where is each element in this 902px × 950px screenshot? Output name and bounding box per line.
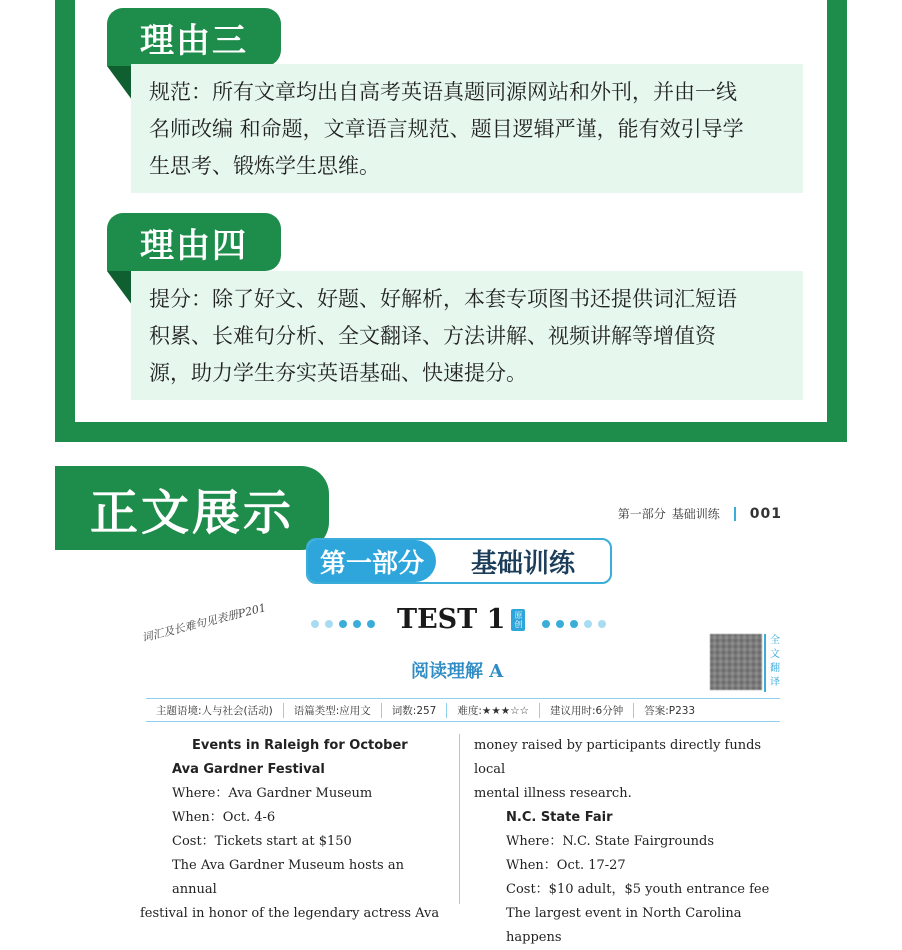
reason-three-tab: [107, 8, 281, 66]
header-divider: [734, 507, 736, 521]
reason-line: 积累、长难句分析、全文翻译、方法讲解、视频讲解等增值资: [149, 324, 716, 348]
event-where: Where：Ava Gardner Museum: [172, 786, 373, 801]
banner-right: 基础训练: [471, 548, 576, 579]
reason-three-box: [131, 64, 803, 193]
meta-row: [146, 698, 780, 722]
part-banner: [306, 538, 612, 584]
meta-answer: 答案:P233: [644, 704, 696, 717]
event-where: Where：N.C. State Fairgrounds: [506, 834, 715, 849]
event-cost: Cost：$10 adult，$5 youth entrance fee: [506, 882, 770, 897]
meta-difficulty: 难度:★★★☆☆: [447, 703, 540, 718]
reason-four-tab: [107, 213, 281, 271]
event-paragraph: The Ava Gardner Museum hosts an annual: [172, 858, 404, 897]
article-heading: Events in Raleigh for October: [192, 738, 408, 753]
test-title-text: TEST 1: [397, 604, 506, 635]
dots-right: [542, 620, 606, 628]
event-when: When：Oct. 17-27: [506, 858, 626, 873]
event-paragraph: The largest event in North Carolina happens: [506, 906, 742, 945]
reason-line: 提分：除了好文、好题、好解析，本套专项图书还提供词汇短语: [149, 287, 737, 311]
section-title: 正文展示: [55, 466, 329, 550]
article-right-column: [474, 734, 784, 950]
original-badge: 原创: [511, 609, 525, 631]
event-when: When：Oct. 4-6: [172, 810, 276, 825]
column-divider: [459, 734, 460, 904]
event-name: Ava Gardner Festival: [172, 762, 325, 777]
article-left-column: [140, 734, 446, 926]
header-part: 第一部分: [617, 507, 666, 521]
meta-time: 建议用时:6分钟: [540, 703, 634, 718]
handwritten-note: 词汇及长难句见表册P201: [140, 601, 268, 645]
event-paragraph: festival in honor of the legendary actress Ava: [140, 906, 440, 921]
reason-three-title: 理由三: [140, 20, 248, 61]
reason-four-box: [131, 271, 803, 400]
paragraph-line: mental illness research.: [474, 786, 632, 801]
qr-label: 全 文 翻 译: [764, 634, 782, 692]
test-subtitle: 阅读理解 A: [411, 661, 504, 682]
reason-line: 源，助力学生夯实英语基础、快速提分。: [149, 361, 527, 385]
dots-left: [311, 620, 375, 628]
page-number: 001: [749, 505, 782, 522]
test-title: [397, 604, 525, 635]
event-cost: Cost：Tickets start at $150: [172, 834, 352, 849]
paragraph-line: money raised by participants directly funds local: [474, 738, 762, 777]
header-section: 基础训练: [671, 507, 720, 521]
meta-theme: 主题语境:人与社会(活动): [146, 703, 284, 718]
reason-four-title: 理由四: [140, 225, 248, 266]
page-header: [618, 505, 782, 522]
qr-code-icon[interactable]: [710, 634, 762, 690]
meta-genre: 语篇类型:应用文: [284, 703, 382, 718]
reason-line: 名师改编 和命题，文章语言规范、题目逻辑严谨，能有效引导学: [149, 117, 744, 141]
event-name: N.C. State Fair: [506, 810, 613, 825]
meta-wordcount: 词数:257: [382, 703, 448, 718]
banner-left: 第一部分: [308, 540, 436, 582]
reason-line: 生思考、锻炼学生思维。: [149, 154, 380, 178]
reason-line: 规范：所有文章均出自高考英语真题同源网站和外刊，并由一线: [149, 80, 737, 104]
